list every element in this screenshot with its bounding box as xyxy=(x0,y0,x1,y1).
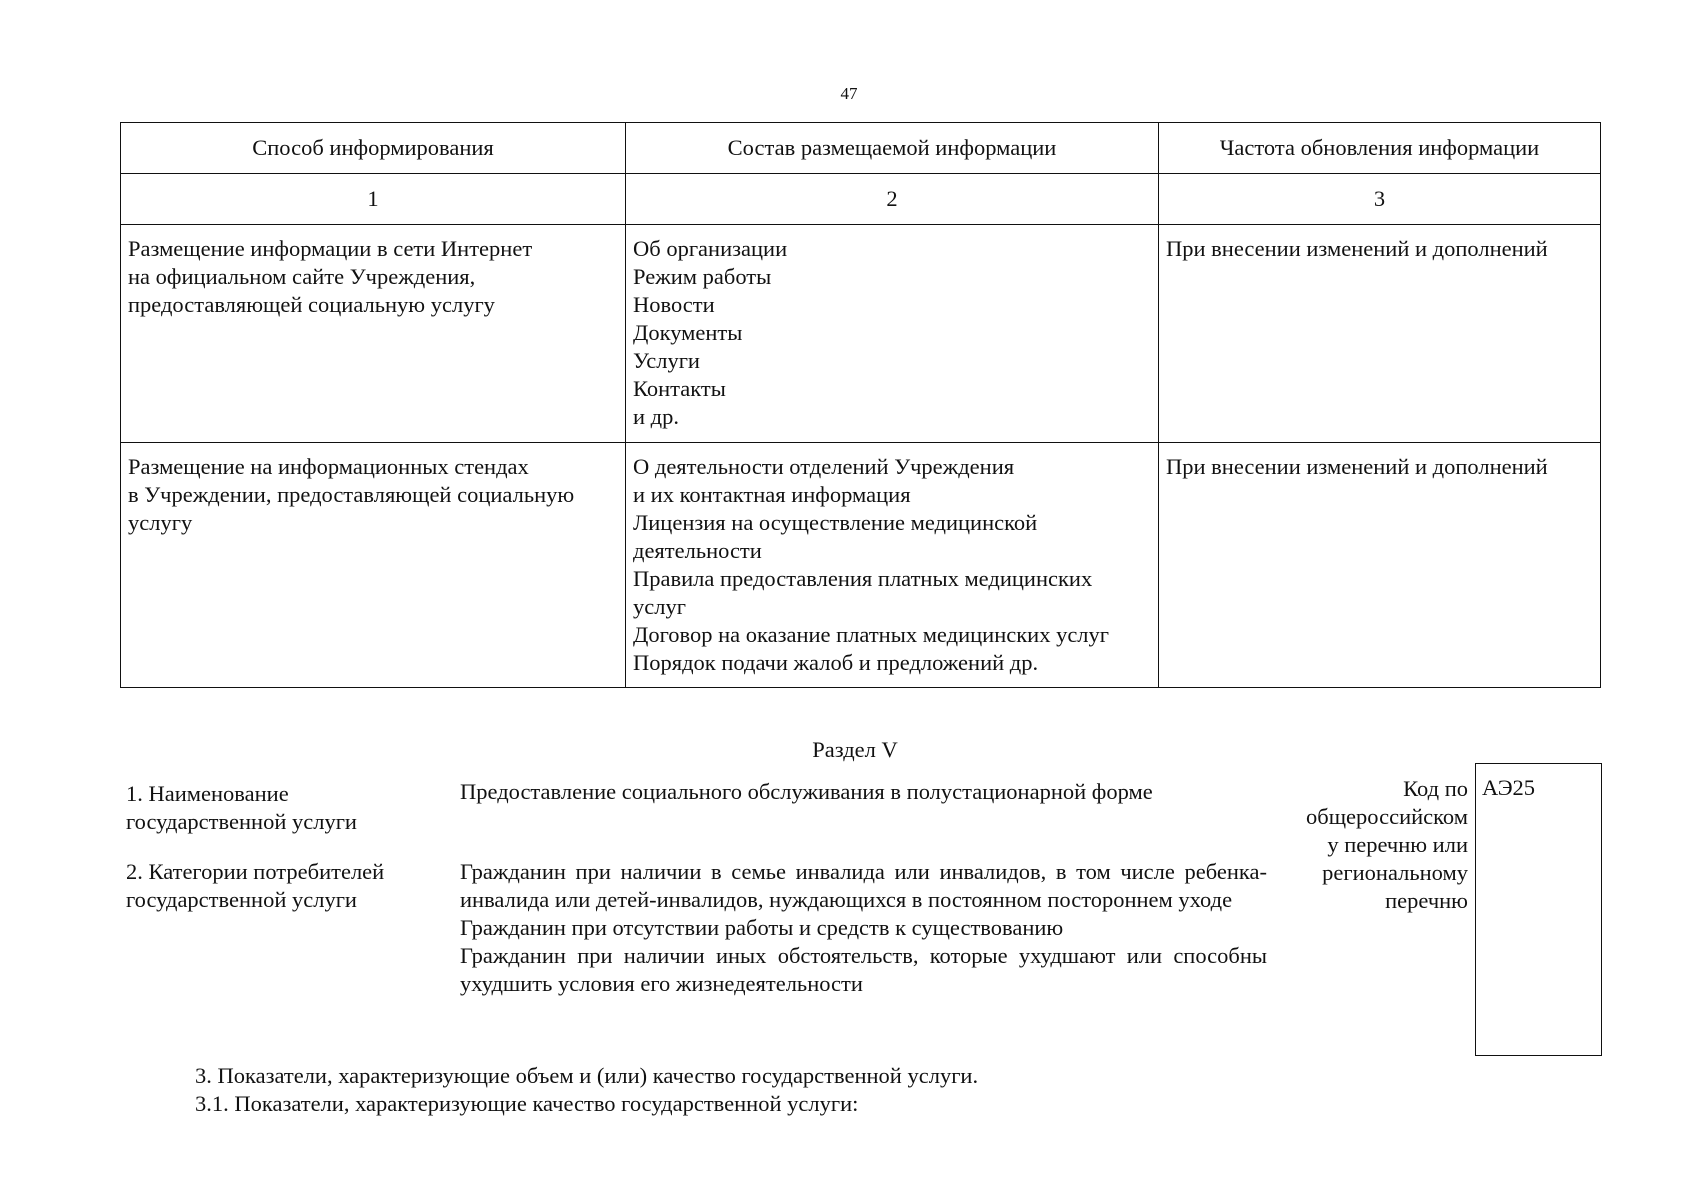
content-line: Услуги xyxy=(633,348,700,373)
content-line: услуг xyxy=(633,594,686,619)
label-line: 2. Категории потребителей xyxy=(126,859,385,884)
content-cell xyxy=(626,443,1159,688)
content-line: Режим работы xyxy=(633,264,772,289)
section-title: Раздел V xyxy=(812,737,898,762)
information-table xyxy=(120,122,1601,688)
content-line: Контакты xyxy=(633,376,726,401)
content-cell xyxy=(626,225,1159,443)
registry-code-label xyxy=(1285,775,1468,915)
table-header-row xyxy=(121,123,1601,174)
content-line: Новости xyxy=(633,292,715,317)
table-number-row xyxy=(121,174,1601,225)
frequency-cell: При внесении изменений и дополнений xyxy=(1159,443,1601,688)
content-line: Правила предоставления платных медицинских xyxy=(633,566,1093,591)
column-number-2: 2 xyxy=(626,174,1159,225)
content-line: и др. xyxy=(633,404,679,429)
label-line: общероссийском xyxy=(1306,804,1468,829)
page-number: 47 xyxy=(840,84,858,103)
consumer-categories-list xyxy=(460,858,1267,998)
indicators-heading: 3. Показатели, характеризующие объем и (или) качество государственной услуги. xyxy=(195,1063,979,1088)
method-line: в Учреждении, предоставляющей социальную xyxy=(128,482,575,507)
consumer-categories-label xyxy=(126,858,456,914)
label-line: 1. Наименование xyxy=(126,781,289,806)
method-line: предоставляющей социальную услугу xyxy=(128,292,495,317)
consumer-category: Гражданин при отсутствии работы и средств к существованию xyxy=(460,915,1064,940)
label-line: государственной услуги xyxy=(126,887,357,912)
method-line: Размещение информации в сети Интернет xyxy=(128,236,533,261)
content-line: Договор на оказание платных медицинских услуг xyxy=(633,622,1110,647)
method-line: услугу xyxy=(128,510,193,535)
service-name-value: Предоставление социального обслуживания в полустационарной форме xyxy=(460,779,1153,804)
content-line: деятельности xyxy=(633,538,762,563)
registry-code-value: АЭ25 xyxy=(1482,775,1536,800)
service-name-label xyxy=(126,780,456,836)
content-line: Об организации xyxy=(633,236,788,261)
label-line: перечню xyxy=(1385,888,1468,913)
table-row xyxy=(121,443,1601,688)
header-frequency: Частота обновления информации xyxy=(1159,123,1601,174)
label-line: Код по xyxy=(1403,776,1468,801)
label-line: у перечню или xyxy=(1327,832,1468,857)
header-method: Способ информирования xyxy=(121,123,626,174)
method-cell xyxy=(121,225,626,443)
label-line: государственной услуги xyxy=(126,809,357,834)
column-number-3: 3 xyxy=(1159,174,1601,225)
quality-indicators-heading: 3.1. Показатели, характеризующие качество государственной услуги: xyxy=(195,1091,859,1116)
method-line: Размещение на информационных стендах xyxy=(128,454,529,479)
column-number-1: 1 xyxy=(121,174,626,225)
content-line: Документы xyxy=(633,320,743,345)
registry-code-box xyxy=(1475,763,1602,1056)
method-line: на официальном сайте Учреждения, xyxy=(128,264,476,289)
label-line: региональному xyxy=(1322,860,1468,885)
content-line: Порядок подачи жалоб и предложений др. xyxy=(633,650,1039,675)
consumer-category: Гражданин при наличии иных обстоятельств, которые ухудшают или способны ухудшить условия его жизнедеятельности xyxy=(460,943,1267,996)
content-line: и их контактная информация xyxy=(633,482,911,507)
table-row xyxy=(121,225,1601,443)
content-line: О деятельности отделений Учреждения xyxy=(633,454,1015,479)
content-line: Лицензия на осуществление медицинской xyxy=(633,510,1038,535)
header-content: Состав размещаемой информации xyxy=(626,123,1159,174)
frequency-cell: При внесении изменений и дополнений xyxy=(1159,225,1601,443)
method-cell xyxy=(121,443,626,688)
consumer-category: Гражданин при наличии в семье инвалида или инвалидов, в том числе ребенка-инвалида или детей-инвалидов, нуждающихся в постоянном постороннем уходе xyxy=(460,859,1267,912)
